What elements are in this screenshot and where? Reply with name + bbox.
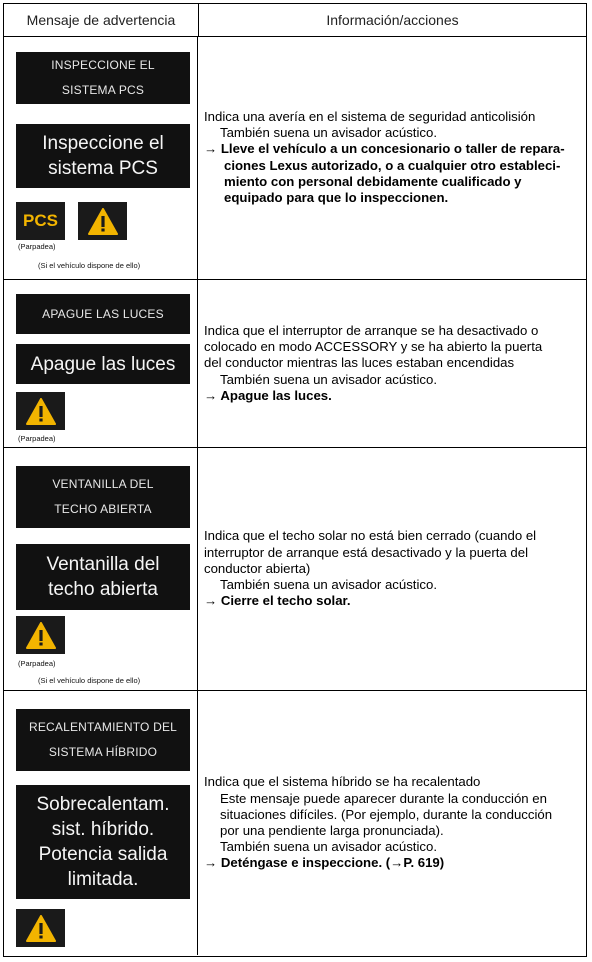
action-line: miento con personal debidamente cualificado y [224,173,522,189]
large-display-message [16,785,190,899]
warning-message-cell [4,448,198,690]
table-row [4,36,586,280]
large-display-line: Ventanilla del [46,554,160,575]
large-display-message [16,124,190,188]
sub-text: Este mensaje puede aparecer durante la conducción en [220,790,547,806]
info-text: Indica que el sistema híbrido se ha recalentado [204,774,481,790]
info-text: interruptor de arranque está desactivado y la puerta del [204,544,529,560]
small-display-message [16,294,190,334]
table-header [4,4,586,37]
info-text: del conductor mientras las luces estaban encendidas [204,355,515,371]
action-line: → Cierre el techo solar. [204,593,351,609]
large-display-line: Inspeccione el [42,133,164,154]
small-display-line: TECHO ABIERTA [54,502,152,516]
arrow-icon: → [204,141,218,157]
sub-text: También suena un avisador acústico. [220,839,437,855]
action-line: → Deténgase e inspeccione. (→P. 619) [204,855,445,871]
info-text: conductor abierta) [204,560,311,576]
sub-text: También suena un avisador acústico. [220,125,437,141]
blink-note: (Parpadea) [18,242,56,251]
warning-message-cell [4,280,198,447]
action-line: ciones Lexus autorizado, o a cualquier otro estableci- [224,157,561,173]
small-display-line: SISTEMA PCS [61,83,145,97]
header-warning-message: Mensaje de advertencia [4,4,199,36]
large-display-message [16,544,190,610]
action-line: equipado para que lo inspeccionen. [224,189,449,205]
action-line: → Lleve el vehículo a un concesionario o taller de repara- [204,141,565,157]
large-display-message [16,344,190,384]
warning-triangle-icon [78,202,127,240]
large-display-line: sist. híbrido. [51,819,155,840]
small-display-message [16,52,190,104]
info-text: Indica una avería en el sistema de seguridad anticolisión [204,108,536,124]
large-display-line: sistema PCS [48,158,158,179]
info-text: Indica que el interruptor de arranque se ha desactivado o [204,322,539,338]
table-row [4,448,586,691]
large-display-line: Potencia salida [38,844,168,865]
arrow-icon: → [204,855,218,871]
arrow-icon: → [204,387,218,403]
sub-text: También suena un avisador acústico. [220,577,437,593]
table-row [4,280,586,448]
availability-note: (Si el vehículo dispone de ello) [38,261,141,270]
large-display-line: techo abierta [48,579,158,600]
arrow-icon: → [204,593,218,609]
small-display-line: RECALENTAMIENTO DEL [28,720,178,734]
availability-note: (Si el vehículo dispone de ello) [38,676,141,685]
sub-text: por una pendiente larga pronunciada). [220,823,444,838]
warning-message-cell [4,691,198,955]
warning-triangle-icon [16,392,65,430]
warning-triangle-icon [16,909,65,947]
info-text: colocado en modo ACCESSORY y se ha abierto la puerta [204,339,543,355]
pcs-indicator-icon: PCS [16,202,65,240]
small-display-line: SISTEMA HÍBRIDO [48,745,158,759]
info-cell [198,280,586,447]
info-cell [198,448,586,690]
header-info-actions: Información/acciones [326,12,459,28]
info-text: Indica que el techo solar no está bien cerrado (cuando el [204,528,537,544]
info-cell [198,36,586,279]
large-display-line: Apague las luces [30,353,176,375]
table-row [4,691,586,955]
small-display-line: VENTANILLA DEL [52,477,154,491]
small-display-line: INSPECCIONE EL [51,58,155,72]
warning-triangle-icon [16,616,65,654]
small-display-message [16,466,190,528]
blink-note: (Parpadea) [18,659,56,668]
warning-table [3,3,587,957]
small-display-message [16,709,190,771]
small-display-line: APAGUE LAS LUCES [42,306,164,321]
warning-message-cell [4,36,198,279]
sub-text: También suena un avisador acústico. [220,371,437,387]
sub-text: situaciones difíciles. (Por ejemplo, durante la conducción [220,806,553,822]
blink-note: (Parpadea) [18,434,56,443]
info-cell [198,691,586,955]
action-line: → Apague las luces. [204,387,332,403]
large-display-line: Sobrecalentam. [36,794,170,815]
large-display-line: limitada. [67,869,139,890]
